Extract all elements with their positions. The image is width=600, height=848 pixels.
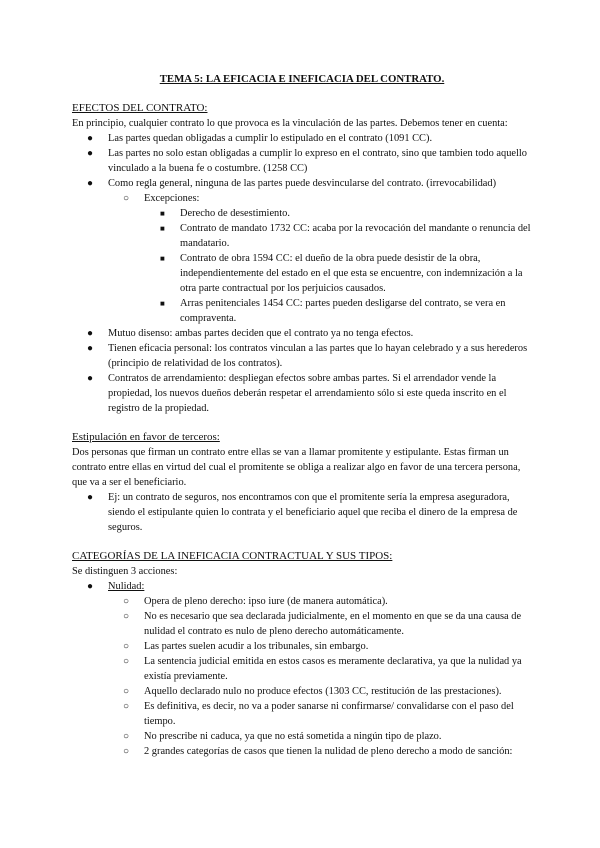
list-item-text: Contrato de obra 1594 CC: el dueño de la obra puede desistir de la obra, independientemente del estado en el que esta se encuentre, con indemnización a la otra parte contractual por los perjuicios causados. [180, 253, 523, 294]
square-bullet-icon: ■ [160, 209, 165, 218]
list-item-text: Contratos de arrendamiento: despliegan efectos sobre ambas partes. Si el arrendador vende la propiedad, los nuevos dueños deberán respetar el arrendamiento sólo si este queda inscrito en el registro de la propiedad. [108, 373, 507, 414]
list-item [72, 131, 532, 146]
list-item-text: Las partes suelen acudir a los tribunales, sin embargo. [144, 641, 369, 652]
list-item-text: 2 grandes categorías de casos que tienen la nulidad de pleno derecho a modo de sanción: [144, 746, 513, 757]
list-item [72, 579, 532, 594]
estipulacion-paragraph: Dos personas que firman un contrato entre ellas se van a llamar promitente y estipulante. Estas firman un contrato entre ellas en virtud del cual el promitente se obliga a realizar algo en favor de una tercera persona, que va a ser el beneficiario. [72, 447, 521, 488]
square-bullet-icon: ■ [160, 254, 165, 263]
bullet-icon: ● [87, 492, 94, 503]
bullet-icon: ● [87, 148, 94, 159]
list-item-text: Como regla general, ninguna de las partes puede desvincularse del contrato. (irrevocabilidad) [108, 178, 497, 189]
bullet-icon: ● [87, 343, 94, 354]
list-item [72, 371, 532, 416]
list-item [72, 729, 532, 744]
hollow-bullet-icon: ○ [123, 193, 130, 204]
efectos-list [72, 131, 532, 416]
list-item [72, 654, 532, 684]
list-item-text: Excepciones: [144, 193, 200, 204]
list-item [72, 609, 532, 639]
list-item [72, 341, 532, 371]
spacer [72, 416, 532, 430]
hollow-bullet-icon: ○ [123, 701, 130, 712]
list-item [72, 684, 532, 699]
list-item-text: Derecho de desestimiento. [180, 208, 290, 219]
list-item-text: Las partes no solo estan obligadas a cumplir lo expreso en el contrato, sino que tambien todo aquello vinculado a la buena fe o costumbre. (1258 CC) [108, 148, 527, 174]
bullet-icon: ● [87, 373, 94, 384]
nulidad-label: Nulidad: [108, 581, 145, 592]
bullet-icon: ● [87, 133, 94, 144]
hollow-bullet-icon: ○ [123, 596, 130, 607]
list-item [72, 296, 532, 326]
estipulacion-list [72, 490, 532, 535]
list-item-text: Las partes quedan obligadas a cumplir lo estipulado en el contrato (1091 CC). [108, 133, 433, 144]
square-bullet-icon: ■ [160, 299, 165, 308]
categorias-intro: Se distinguen 3 acciones: [72, 566, 178, 577]
bullet-icon: ● [87, 328, 94, 339]
categorias-list [72, 579, 532, 759]
hollow-bullet-icon: ○ [123, 686, 130, 697]
bullet-icon: ● [87, 581, 94, 592]
list-item [72, 744, 532, 759]
list-item-text: Ej: un contrato de seguros, nos encontramos con que el promitente sería la empresa aseguradora, siendo el estipulante quien lo contrata y el beneficiario aquel que reciba el dinero de la empresa de seguros. [108, 492, 518, 533]
hollow-bullet-icon: ○ [123, 656, 130, 667]
list-item [72, 594, 532, 609]
bullet-icon: ● [87, 178, 94, 189]
list-item-text: Es definitiva, es decir, no va a poder sanarse ni confirmarse/ convalidarse con el paso del tiempo. [144, 701, 514, 727]
hollow-bullet-icon: ○ [123, 641, 130, 652]
list-item-text: Opera de pleno derecho: ipso iure (de manera automática). [144, 596, 388, 607]
list-item [72, 176, 532, 191]
list-item [72, 699, 532, 729]
hollow-bullet-icon: ○ [123, 731, 130, 742]
list-item-text: La sentencia judicial emitida en estos casos es meramente declarativa, ya que la nulidad ya existía previamente. [144, 656, 522, 682]
section-heading-categorias: CATEGORÍAS DE LA INEFICACIA CONTRACTUAL Y SUS TIPOS: [72, 550, 393, 562]
list-item [72, 221, 532, 251]
intro-paragraph: En principio, cualquier contrato lo que provoca es la vinculación de las partes. Debemos tener en cuenta: [72, 118, 508, 129]
list-item-text: Arras penitenciales 1454 CC: partes pueden desligarse del contrato, se vera en compraventa. [180, 298, 506, 324]
list-item [72, 251, 532, 296]
list-item-text: Aquello declarado nulo no produce efectos (1303 CC, restitución de las prestaciones). [144, 686, 502, 697]
section-heading-estipulacion: Estipulación en favor de terceros: [72, 431, 220, 443]
hollow-bullet-icon: ○ [123, 611, 130, 622]
section-heading-efectos: EFECTOS DEL CONTRATO: [72, 102, 208, 114]
list-item-text: Tienen eficacia personal: los contratos vinculan a las partes que lo hayan celebrado y a sus herederos (principio de relatividad de los contratos). [108, 343, 528, 369]
list-item [72, 639, 532, 654]
list-item-text: Mutuo disenso: ambas partes deciden que el contrato ya no tenga efectos. [108, 328, 414, 339]
spacer [72, 535, 532, 549]
list-item [72, 146, 532, 176]
list-item-text: No es necesario que sea declarada judicialmente, en el momento en que se da una causa de nulidad el contrato es nulo de pleno derecho automáticamente. [144, 611, 522, 637]
page-title: TEMA 5: LA EFICACIA E INEFICACIA DEL CONTRATO. [159, 73, 445, 85]
list-item [72, 326, 532, 341]
list-item [72, 206, 532, 221]
list-item-text: Contrato de mandato 1732 CC: acaba por la revocación del mandante o renuncia del mandatario. [180, 223, 531, 249]
hollow-bullet-icon: ○ [123, 746, 130, 757]
list-item-text: No prescribe ni caduca, ya que no está sometida a ningún tipo de plazo. [144, 731, 442, 742]
list-item [72, 490, 532, 535]
list-item [72, 191, 532, 206]
document-content [72, 72, 532, 759]
square-bullet-icon: ■ [160, 224, 165, 233]
